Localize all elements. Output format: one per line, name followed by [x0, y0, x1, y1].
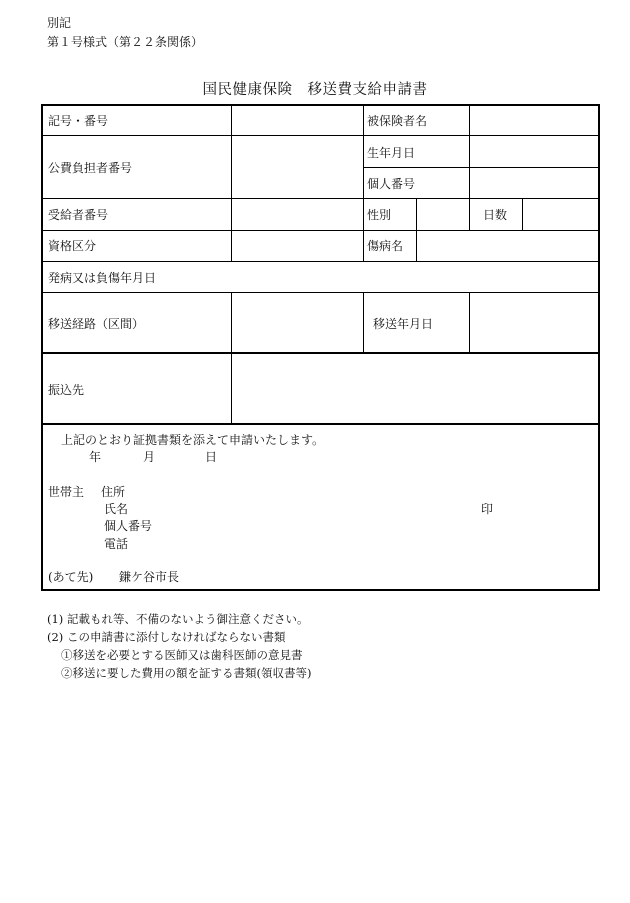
col-divider: [363, 292, 364, 353]
label-symbol-number: 記号・番号: [48, 114, 109, 128]
seal-mark: 印: [481, 502, 494, 516]
label-bank-account: 振込先: [48, 383, 85, 397]
label-qualification: 資格区分: [48, 239, 97, 253]
phone-label: 電話: [104, 537, 129, 551]
col-divider: [469, 106, 470, 198]
col-divider: [231, 106, 232, 261]
label-sex: 性別: [367, 208, 392, 222]
application-form-table: [41, 104, 600, 591]
label-onset-date: 発病又は負傷年月日: [48, 271, 157, 285]
addressee-name: 鎌ケ谷市長: [119, 570, 180, 584]
addressee-label: (あて先): [48, 570, 94, 584]
note-item: (1) 記載もれ等、不備のないよう御注意ください。: [47, 612, 309, 626]
declaration-statement: 上記のとおり証拠書類を添えて申請いたします。: [61, 433, 325, 447]
col-divider: [231, 292, 232, 423]
notes: [47, 610, 311, 682]
label-disease-name: 傷病名: [367, 239, 404, 253]
label-transfer-route: 移送経路（区間）: [48, 317, 145, 331]
document-title: 国民健康保険 移送費支給申請書: [202, 82, 428, 98]
col-divider: [469, 292, 470, 353]
note-subitem: ①移送を必要とする医師又は歯科医師の意見書: [61, 648, 303, 662]
row-divider: [43, 198, 598, 199]
label-personal-number: 個人番号: [367, 177, 416, 191]
row-divider: [43, 135, 598, 136]
row-divider: [43, 292, 598, 293]
name-label: 氏名: [104, 502, 129, 516]
row-divider: [43, 423, 598, 425]
col-divider: [469, 198, 470, 230]
note-item: (2) この申請書に添付しなければならない書類: [47, 630, 286, 644]
row-divider: [43, 352, 598, 354]
address-label: 住所: [101, 485, 126, 499]
row-divider: [43, 261, 598, 262]
col-divider: [522, 198, 523, 230]
row-divider: [43, 230, 598, 231]
label-days: 日数: [483, 208, 508, 222]
appendix-label: 別記: [47, 16, 72, 30]
row-divider: [363, 167, 598, 168]
personal-number-label: 個人番号: [104, 519, 153, 533]
col-divider: [416, 198, 417, 261]
label-transfer-date: 移送年月日: [373, 317, 434, 331]
label-birth-date: 生年月日: [367, 146, 416, 160]
label-insured-name: 被保険者名: [367, 114, 428, 128]
col-divider: [363, 106, 364, 261]
label-public-payer-number: 公費負担者番号: [48, 161, 133, 175]
date-year-label: 年: [89, 450, 102, 464]
date-day-label: 日: [205, 450, 218, 464]
householder-label: 世帯主: [48, 485, 85, 499]
form-number: 第１号様式（第２２条関係）: [47, 35, 204, 49]
label-recipient-number: 受給者番号: [48, 208, 109, 222]
date-month-label: 月: [143, 450, 156, 464]
note-subitem: ②移送に要した費用の額を証する書類(領収書等): [61, 666, 312, 680]
